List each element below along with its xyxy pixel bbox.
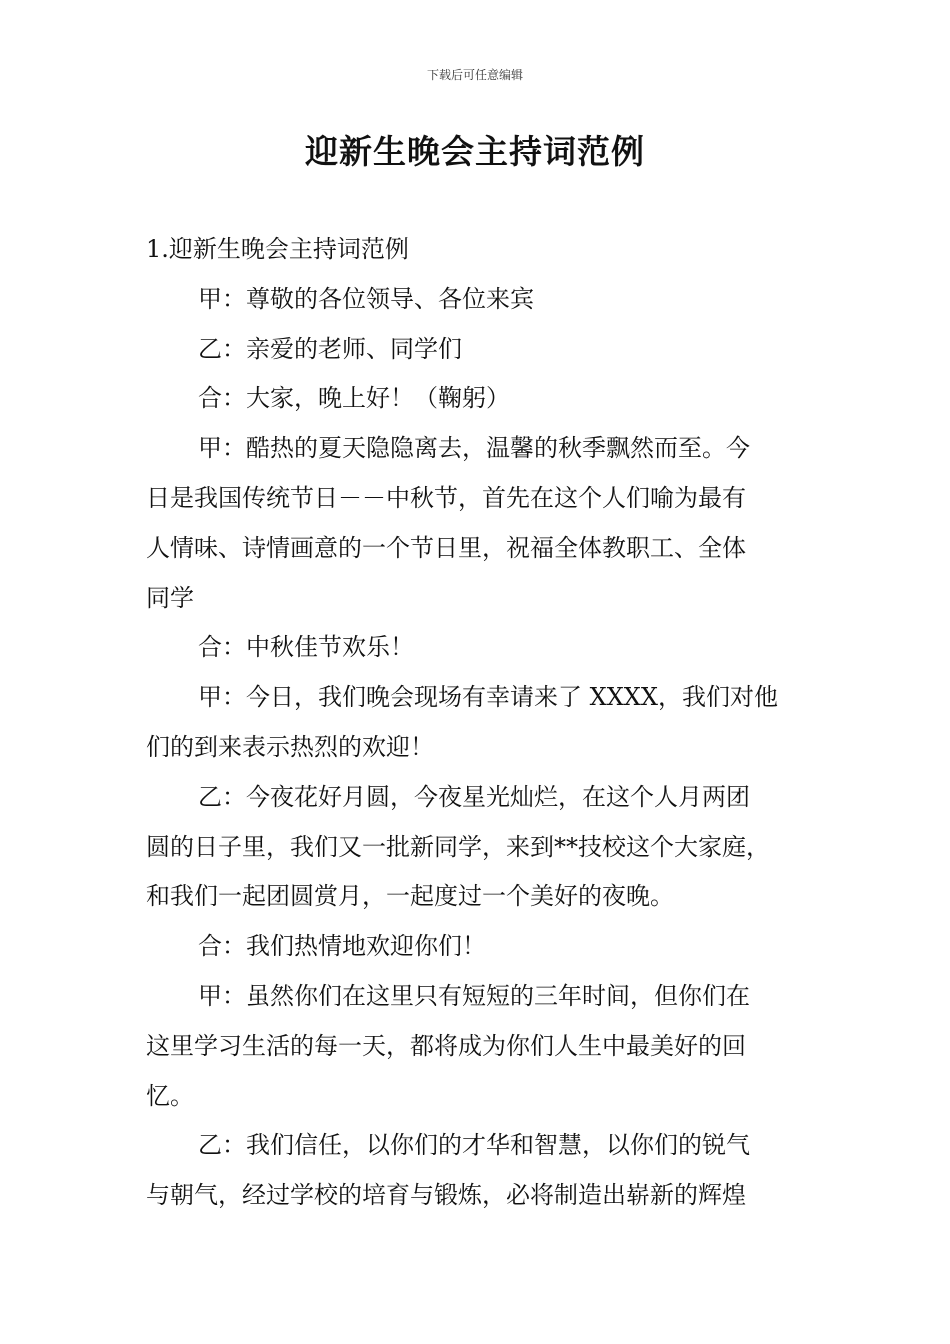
text-line: 甲：酷热的夏天隐隐离去，温馨的秋季飘然而至。今 (198, 434, 750, 463)
text-line: 同学 (146, 583, 194, 612)
text-line: 忆。 (146, 1081, 194, 1110)
text-line: 合：中秋佳节欢乐！ (198, 633, 414, 662)
text-line: 圆的日子里，我们又一批新同学，来到**技校这个大家庭， (146, 832, 770, 861)
text-line: 日是我国传统节日－－中秋节，首先在这个人们喻为最有 (146, 483, 746, 512)
text-line: 乙：今夜花好月圆，今夜星光灿烂，在这个人月两团 (198, 782, 750, 811)
text-line: 1.迎新生晚会主持词范例 (146, 235, 409, 263)
text-line: 甲：虽然你们在这里只有短短的三年时间，但你们在 (198, 981, 750, 1010)
text-line: 合：大家，晚上好！（鞠躬） (198, 384, 510, 413)
text-line: 人情味、诗情画意的一个节日里，祝福全体教职工、全体 (146, 533, 746, 562)
text-line: 这里学习生活的每一天，都将成为你们人生中最美好的回 (146, 1031, 746, 1060)
text-line: 们的到来表示热烈的欢迎！ (146, 732, 434, 761)
text-line: 甲：今日，我们晚会现场有幸请来了 XXXX，我们对他 (198, 683, 778, 712)
text-line: 乙：亲爱的老师、同学们 (198, 334, 462, 363)
document-title: 迎新生晚会主持词范例 (305, 132, 645, 171)
text-line: 与朝气，经过学校的培育与锻炼，必将制造出崭新的辉煌 (146, 1181, 746, 1210)
text-line: 乙：我们信任，以你们的才华和智慧，以你们的锐气 (198, 1131, 750, 1160)
document-body (146, 225, 811, 1221)
text-line: 和我们一起团圆赏月，一起度过一个美好的夜晚。 (146, 882, 674, 911)
header-note: 下载后可任意编辑 (426, 68, 523, 82)
text-line: 合：我们热情地欢迎你们！ (198, 932, 486, 961)
text-line: 甲：尊敬的各位领导、各位来宾 (198, 284, 534, 313)
